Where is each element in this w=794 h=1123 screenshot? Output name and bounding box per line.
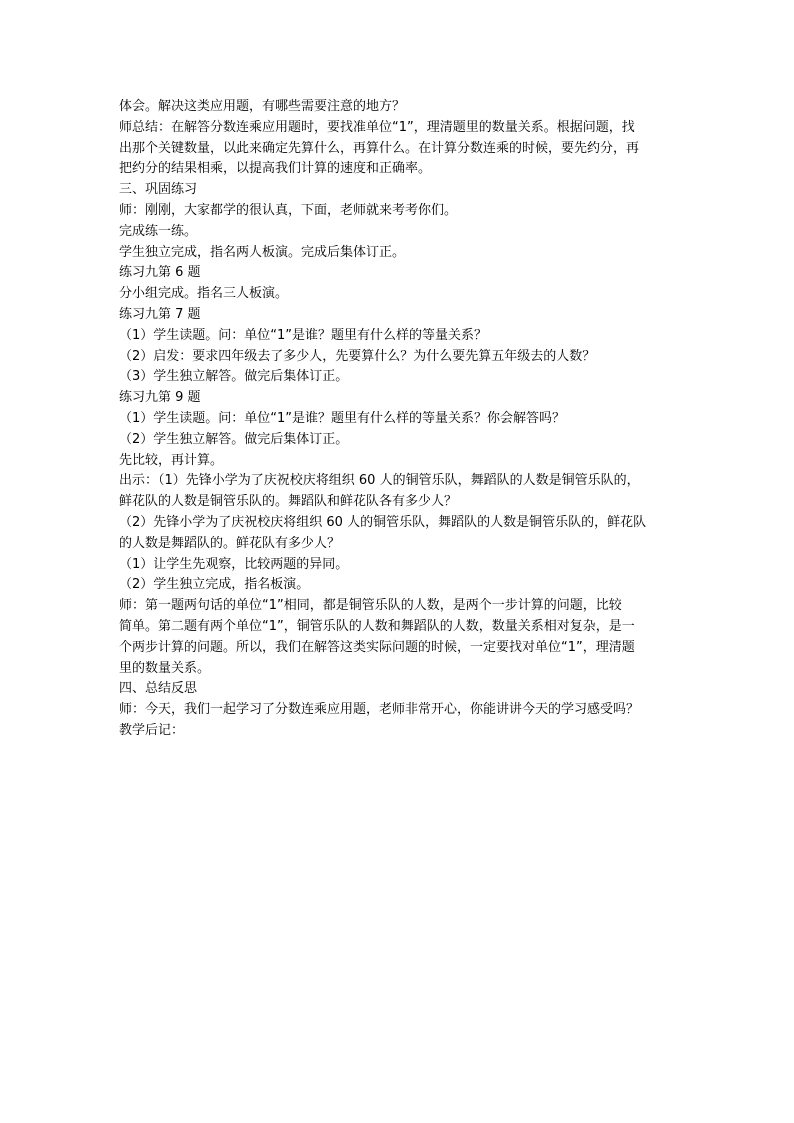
text-line: （1）让学生先观察，比较两题的异同。 (119, 556, 349, 572)
text-line: 先比较，再计算。 (119, 452, 224, 468)
text-line: 把约分的结果相乘，以提高我们计算的速度和正确率。 (119, 161, 432, 177)
text-line: （1）学生读题。问：单位“1”是谁？题里有什么样的等量关系？ (119, 327, 488, 343)
document-body (119, 97, 679, 742)
text-line: （2）先锋小学为了庆祝校庆将组织 60 人的铜管乐队，舞蹈队的人数是铜管乐队的，鲜花队 (119, 514, 647, 530)
text-line: 出那个关键数量，以此来确定先算什么，再算什么。在计算分数连乘的时候，要先约分，再 (119, 140, 640, 156)
text-line: 教学后记： (119, 722, 185, 738)
text-line: 师：刚刚，大家都学的很认真，下面，老师就来考考你们。 (119, 202, 458, 218)
text-line: 分小组完成。指名三人板演。 (119, 286, 289, 302)
text-line: 里的数量关系。 (119, 660, 211, 676)
text-line: 三、巩固练习 (119, 182, 198, 198)
text-line: 学生独立完成，指名两人板演。完成后集体订正。 (119, 244, 406, 260)
text-line: 四、总结反思 (119, 681, 198, 697)
text-line: 练习九第 7 题 (119, 306, 201, 322)
text-line: 师总结：在解答分数连乘应用题时，要找准单位“1”，理清题里的数量关系。根据问题，找 (119, 119, 635, 135)
text-line: 简单。第二题有两个单位“1”，铜管乐队的人数和舞蹈队的人数，数量关系相对复杂，是一 (119, 618, 635, 634)
text-line: 师：第一题两句话的单位“1”相同，都是铜管乐队的人数，是两个一步计算的问题，比较 (119, 598, 622, 614)
text-line: 鲜花队的人数是铜管乐队的。舞蹈队和鲜花队各有多少人？ (119, 494, 458, 510)
text-line: 师：今天，我们一起学习了分数连乘应用题，老师非常开心，你能讲讲今天的学习感受吗？ (119, 702, 640, 718)
text-line: 出示：（1）先锋小学为了庆祝校庆将组织 60 人的铜管乐队，舞蹈队的人数是铜管乐队的， (119, 473, 640, 489)
text-line: 练习九第 9 题 (119, 390, 201, 406)
text-line: 的人数是舞蹈队的。鲜花队有多少人？ (119, 535, 341, 551)
text-line: （1）学生读题。问：单位“1”是谁？题里有什么样的等量关系？你会解答吗？ (119, 410, 566, 426)
text-line: 体会。解决这类应用题，有哪些需要注意的地方？ (119, 99, 406, 114)
text-line: （2）启发：要求四年级去了多少人，先要算什么？为什么要先算五年级去的人数？ (119, 348, 596, 364)
text-line: （2）学生独立完成，指名板演。 (119, 577, 310, 593)
text-line: 练习九第 6 题 (119, 265, 201, 281)
text-line: （2）学生独立解答。做完后集体订正。 (119, 431, 349, 447)
text-line: 完成练一练。 (119, 223, 198, 239)
text-line: （3）学生独立解答。做完后集体订正。 (119, 369, 349, 385)
text-line: 个两步计算的问题。所以，我们在解答这类实际问题的时候，一定要找对单位“1”，理清题 (119, 639, 635, 655)
